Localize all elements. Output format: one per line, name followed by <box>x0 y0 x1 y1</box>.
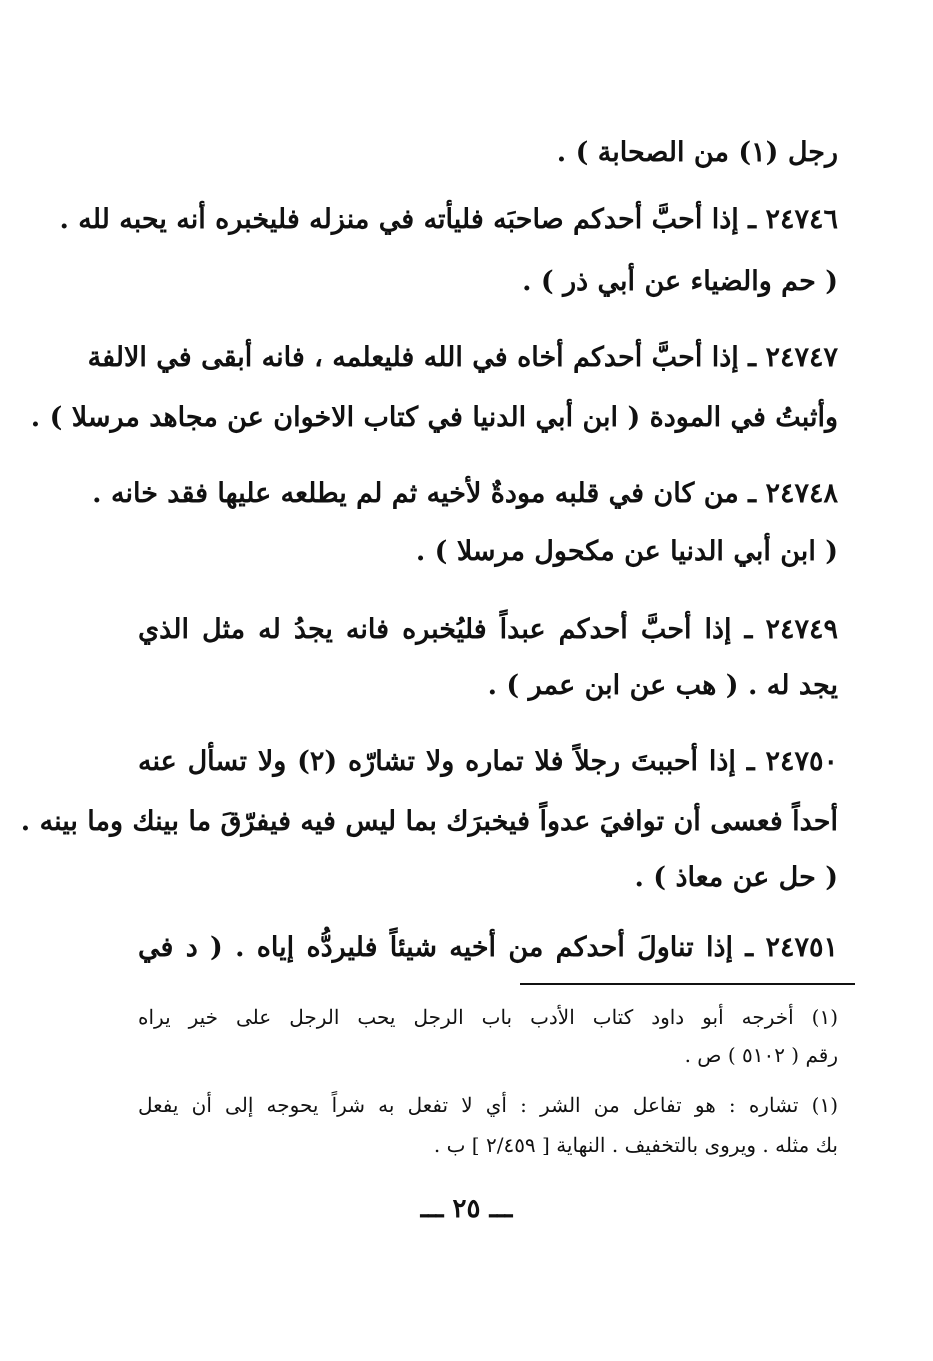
page-number: ـــ ٢٥ ـــ <box>420 1194 513 1224</box>
hadith-24746-line-1: ٢٤٧٤٦ ـ إذا أحبَّ أحدكم صاحبَه فليأته في منزله فليخبره أنه يحبه لله . <box>59 204 838 235</box>
hadith-24749-line-1: ٢٤٧٤٩ ـ إذا أحبَّ أحدكم عبداً فليُخبره فانه يجدُ له مثل الذي <box>138 614 838 645</box>
hadith-24747-line-2: وأثبتُ في المودة ( ابن أبي الدنيا في كتاب الاخوان عن مجاهد مرسلا ) . <box>30 402 838 433</box>
hadith-24750-source: ( حل عن معاذ ) . <box>634 862 838 893</box>
hadith-24750-line-1: ٢٤٧٥٠ ـ إذا أحببتَ رجلاً فلا تماره ولا تشارّه (٢) ولا تسأل عنه <box>138 746 839 777</box>
footnote-2-line-2: بك مثله . ويروى بالتخفيف . النهاية [ ٢/٤٥٩ ] ب . <box>433 1133 838 1157</box>
hadith-24748-line-1: ٢٤٧٤٨ ـ من كان في قلبه مودةٌ لأخيه ثم لم يطلعه عليها فقد خانه . <box>92 478 838 509</box>
footnote-divider <box>520 983 855 985</box>
hadith-24749-line-2: يجد له . ( هب عن ابن عمر ) . <box>487 670 838 701</box>
hadith-24747-line-1: ٢٤٧٤٧ ـ إذا أحبَّ أحدكم أخاه في الله فليعلمه ، فانه أبقى في الالفة <box>87 342 838 373</box>
footnote-1-line-2: رقم ( ٥١٠٢ ) ص . <box>684 1043 838 1067</box>
footnote-1-line-1: (١) أخرجه أبو داود كتاب الأدب باب الرجل يحب الرجل على خير يراه <box>138 1005 838 1029</box>
text-line-1: رجل (١) من الصحابة ) . <box>556 137 838 168</box>
hadith-24751-line-1: ٢٤٧٥١ ـ إذا تناولَ أحدكم من أخيه شيئاً فليردُّه إياه . ( د في <box>138 932 838 963</box>
footnote-2-line-1: (١) تشاره : هو تفاعل من الشر : أي لا تفعل به شراً يحوجه إلى أن يفعل <box>138 1093 838 1117</box>
hadith-24746-source: ( حم والضياء عن أبي ذر ) . <box>522 266 838 297</box>
hadith-24748-source: ( ابن أبي الدنيا عن مكحول مرسلا ) . <box>415 536 838 567</box>
hadith-24750-line-2: أحداً فعسى أن توافيَ عدواً فيخبرَك بما ليس فيه فيفرّقَ ما بينك وما بينه . <box>20 806 838 837</box>
